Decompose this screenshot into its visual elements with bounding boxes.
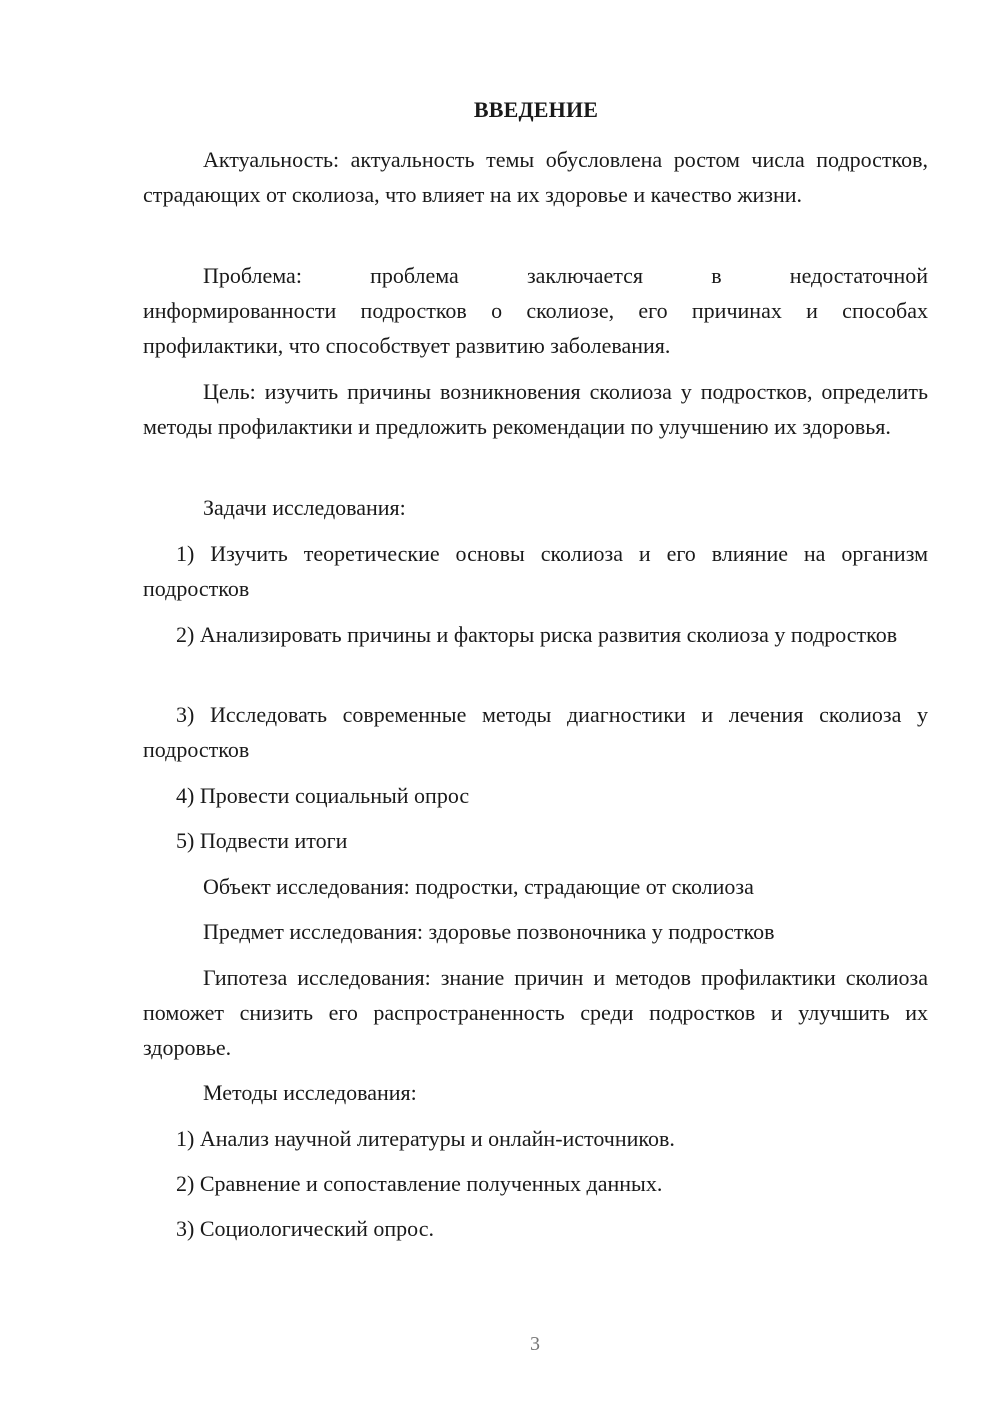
problem-paragraph-continuation: информированности подростков о сколиозе, его причинах и способах профилактики, что способствует развитию заболевания.	[143, 298, 928, 358]
method-item-2: 2) Сравнение и сопоставление полученных данных.	[176, 1171, 663, 1196]
methods-title: Методы исследования:	[203, 1080, 417, 1105]
subject-paragraph: Предмет исследования: здоровье позвоночника у подростков	[203, 919, 775, 944]
method-item-1: 1) Анализ научной литературы и онлайн-источников.	[176, 1126, 675, 1151]
actuality-paragraph: Актуальность: актуальность темы обусловлена ростом числа подростков, страдающих от сколиоза, что влияет на их здоровье и качество жизни.	[143, 147, 928, 207]
task-item-3: 3) Исследовать современные методы диагностики и лечения сколиоза у подростков	[143, 702, 928, 762]
task-item-1: 1) Изучить теоретические основы сколиоза и его влияние на организм подростков	[143, 541, 928, 601]
goal-paragraph: Цель: изучить причины возникновения сколиоза у подростков, определить методы профилактики и предложить рекомендации по улучшению их здоровья.	[143, 379, 928, 439]
section-heading: ВВЕДЕНИЕ	[473, 97, 599, 122]
task-item-5: 5) Подвести итоги	[176, 828, 348, 853]
object-paragraph: Объект исследования: подростки, страдающие от сколиоза	[203, 874, 754, 899]
task-item-2: 2) Анализировать причины и факторы риска развития сколиоза у подростков	[176, 622, 898, 647]
tasks-title: Задачи исследования:	[203, 495, 406, 520]
hypothesis-paragraph: Гипотеза исследования: знание причин и методов профилактики сколиоза поможет снизить его распространенность среди подростков и улучшить их здоровье.	[143, 965, 928, 1060]
page-number: 3	[530, 1333, 540, 1355]
task-item-4: 4) Провести социальный опрос	[176, 783, 470, 808]
method-item-3: 3) Социологический опрос.	[176, 1216, 434, 1241]
problem-paragraph-first-line: Проблема: проблема заключается в недостаточной	[203, 263, 928, 288]
